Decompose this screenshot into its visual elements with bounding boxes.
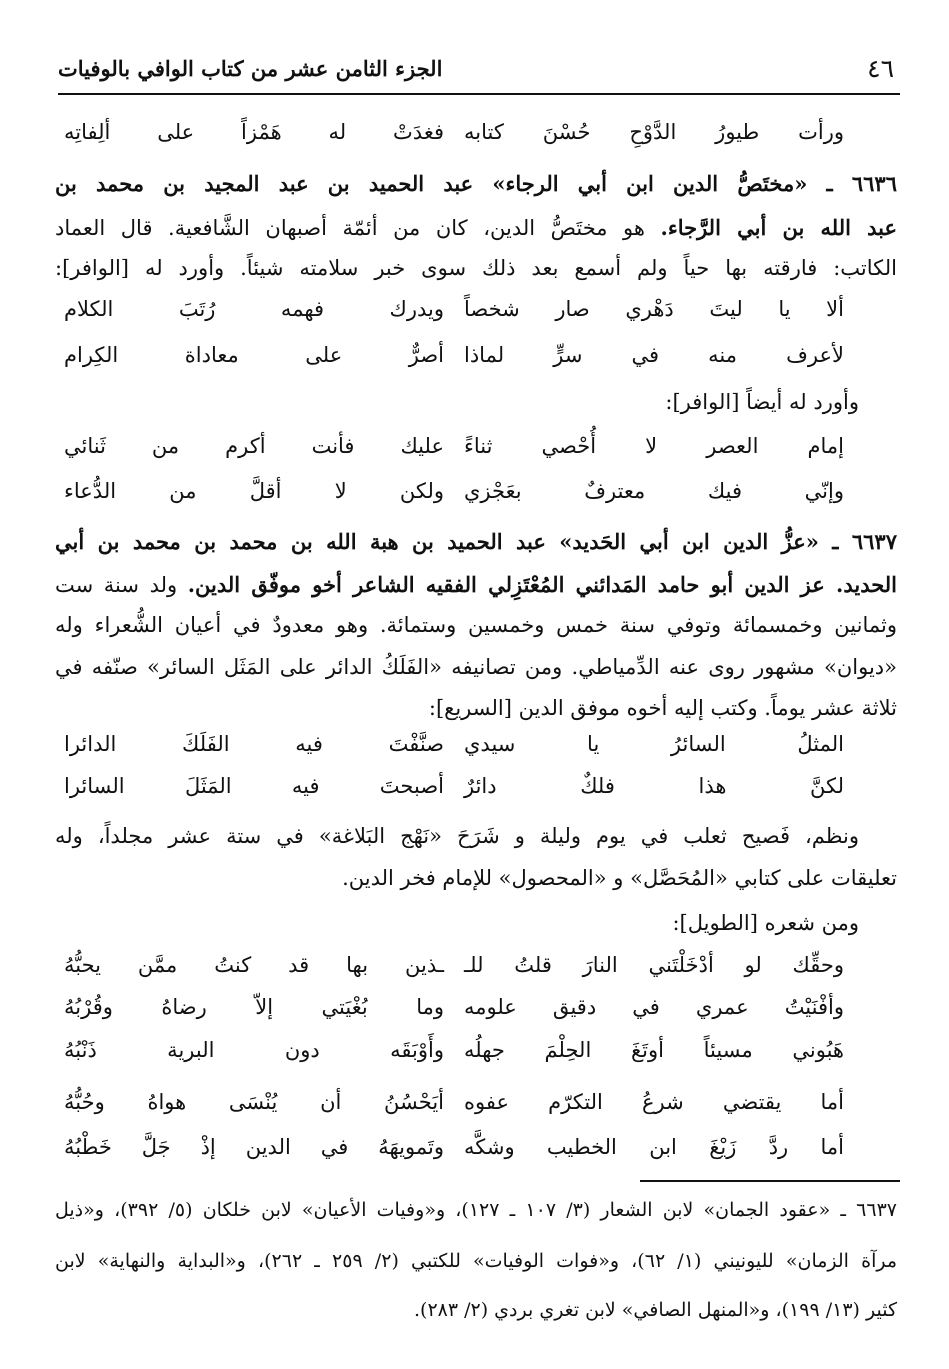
running-title: الجزء الثامن عشر من كتاب الوافي بالوفيات: [58, 56, 443, 81]
entry-text: هو مختَصُّ الدين، كان من أئمّة أصبهان الشَّافعية. قال العماد: [55, 216, 645, 240]
verse-hemistich-first: ورأت طيورُ الدَّوْحِ حُسْنَ كتابه: [464, 120, 844, 144]
verse-hemistich-first: وأفْنَيْتُ عمري في دقيق علومه: [464, 995, 844, 1019]
entry-text-line: «ديوان» مشهور روى عنه الدِّمياطي. ومن تصانيفه «الفَلَكُ الدائر على المَثَل السائر» صنّفه في: [55, 655, 897, 679]
verse-hemistich-first: لكنَّ هذا فلكٌ دائرٌ: [464, 774, 844, 798]
entry-name-tail: عبد الله بن أبي الرَّجاء.: [660, 215, 897, 240]
entry-text-line: ونظم، فَصيح ثعلب في يوم وليلة و شَرَحَ «نَهْج البَلاغة» في ستة عشر مجلداً، وله: [55, 824, 859, 848]
verse-hemistich-second: أيَحْسُنُ أن يُنْسَى هواهُ وحُبُّهُ: [64, 1090, 444, 1114]
entry-text-line: [55, 563, 897, 607]
entry-text: ولد سنة ست: [55, 573, 178, 597]
footnote-line: مرآة الزمان» لليونيني (١/ ٦٢)، و«فوات الوفيات» للكتبي (٢/ ٢٥٩ ـ ٢٦٢)، و«البداية والنهاية» لابن: [55, 1250, 898, 1272]
verse-line: [0, 1125, 949, 1169]
entry-text-line: [55, 206, 897, 250]
entry-text-line: الكاتب: فارقته بها حياً ولم أسمع بعد ذلك سوى خبر سلامته شيئاً. وأورد له [الوافر]:: [55, 256, 897, 280]
page-number: ٤٦: [867, 54, 894, 83]
footnote-rule: [640, 1180, 900, 1182]
header-rule: [58, 93, 900, 95]
verse-line: [0, 985, 949, 1029]
verse-hemistich-second: ويدرك فهمه رُتَبَ الكلام: [64, 297, 444, 321]
entry-text-line: تعليقات على كتابي «المُحَصَّل» و «المحصول» للإمام فخر الدين.: [342, 866, 897, 890]
entry-heading-6636: ٦٦٣٦ ـ «مختَصُّ الدين ابن أبي الرجاء» عبد الحميد بن عبد المجيد بن محمد بن: [55, 171, 897, 196]
entry-text-line: ثلاثة عشر يوماً. وكتب إليه أخوه موفق الدين [السريع]:: [428, 696, 897, 720]
verse-line: [0, 424, 949, 468]
verse-hemistich-first: المثلُ السائرُ يا سيدي: [464, 732, 844, 756]
verse-line: [0, 287, 949, 331]
verse-line: [0, 1080, 949, 1124]
verse-line: [0, 764, 949, 808]
verse-hemistich-second: أصبحتَ فيه المَثَلَ السائرا: [64, 774, 444, 798]
verse-hemistich-first: هَبُوني مسيئاً أوتَغَ الحِلْمَ جهلُه: [464, 1038, 844, 1062]
entry-name-tail: الحديد. عز الدين أبو حامد المَدائني المُعْتَزِلي الفقيه الشاعر أخو موفّق الدين.: [187, 572, 897, 597]
verse-hemistich-first: إمام العصر لا أُحْصي ثناءً: [464, 434, 844, 458]
verse-hemistich-first: أما ردَّ زَيْغَ ابن الخطيب وشكَّه: [464, 1135, 844, 1159]
verse-hemistich-second: وما بُغْيَتي إلاّ رضاهُ وقُرْبُهُ: [64, 995, 444, 1019]
verse-hemistich-first: وحقِّك لو أدْخَلْتَني النارَ قلتُ للـ: [464, 953, 844, 977]
verse-hemistich-first: أما يقتضي شرعُ التكرّم عفوه: [464, 1090, 844, 1114]
verse-hemistich-second: ولكن لا أقلَّ من الدُّعاء: [64, 479, 444, 503]
entry-heading-6637: ٦٦٣٧ ـ «عزُّ الدين ابن أبي الحَديد» عبد الحميد بن هبة الله بن محمد بن محمد بن أبي: [55, 529, 897, 554]
verse-hemistich-second: أصرٌّ على معاداة الكِرام: [64, 343, 444, 367]
entry-text-line: ومن شعره [الطويل]:: [672, 911, 859, 935]
verse-hemistich-second: وتَمويهَهُ في الدين إذْ جَلَّ خَطْبُهُ: [64, 1135, 444, 1159]
verse-line: [0, 1028, 949, 1072]
verse-line: [0, 469, 949, 513]
verse-line: [0, 333, 949, 377]
verse-hemistich-first: وإنّي فيك معترفٌ بعَجْزي: [464, 479, 844, 503]
verse-hemistich-second: صنَّفْتَ فيه الفَلَكَ الدائرا: [64, 732, 444, 756]
verse-hemistich-first: لأعرف منه في سرٍّ لماذا: [464, 343, 844, 367]
verse-hemistich-second: وأَوْبَقَه دون البرية ذَنْبُهُ: [64, 1038, 444, 1062]
verse-hemistich-second: عليك فأنت أكرم من ثَنائي: [64, 434, 444, 458]
verse-hemistich-first: ألا يا ليتَ دَهْري صار شخصاً: [464, 297, 844, 321]
verse-hemistich-second: فغدَتْ له هَمْزاً على ألِفاتِه: [64, 120, 444, 144]
verse-line: [0, 943, 949, 987]
footnote-line: ٦٦٣٧ ـ «عقود الجمان» لابن الشعار (٣/ ١٠٧ ـ ١٢٧)، و«وفيات الأعيان» لابن خلكان (٥/ ٣٩٢)، و«ذيل: [55, 1199, 897, 1221]
verse-hemistich-second: ـذين بها قد كنتُ ممَّن يحبُّهُ: [64, 953, 444, 977]
page-header: [58, 52, 898, 88]
verse-line: [0, 722, 949, 766]
entry-text-line: وأورد له أيضاً [الوافر]:: [665, 390, 859, 414]
footnote-line: كثير (١٣/ ١٩٩)، و«المنهل الصافي» لابن تغري بردي (٢/ ٢٨٣).: [413, 1299, 897, 1321]
verse-line: [0, 110, 949, 154]
entry-text-line: وثمانين وخمسمائة وتوفي سنة خمس وخمسين وستمائة. وهو معدودٌ في أعيان الشُّعراء وله: [55, 613, 897, 637]
